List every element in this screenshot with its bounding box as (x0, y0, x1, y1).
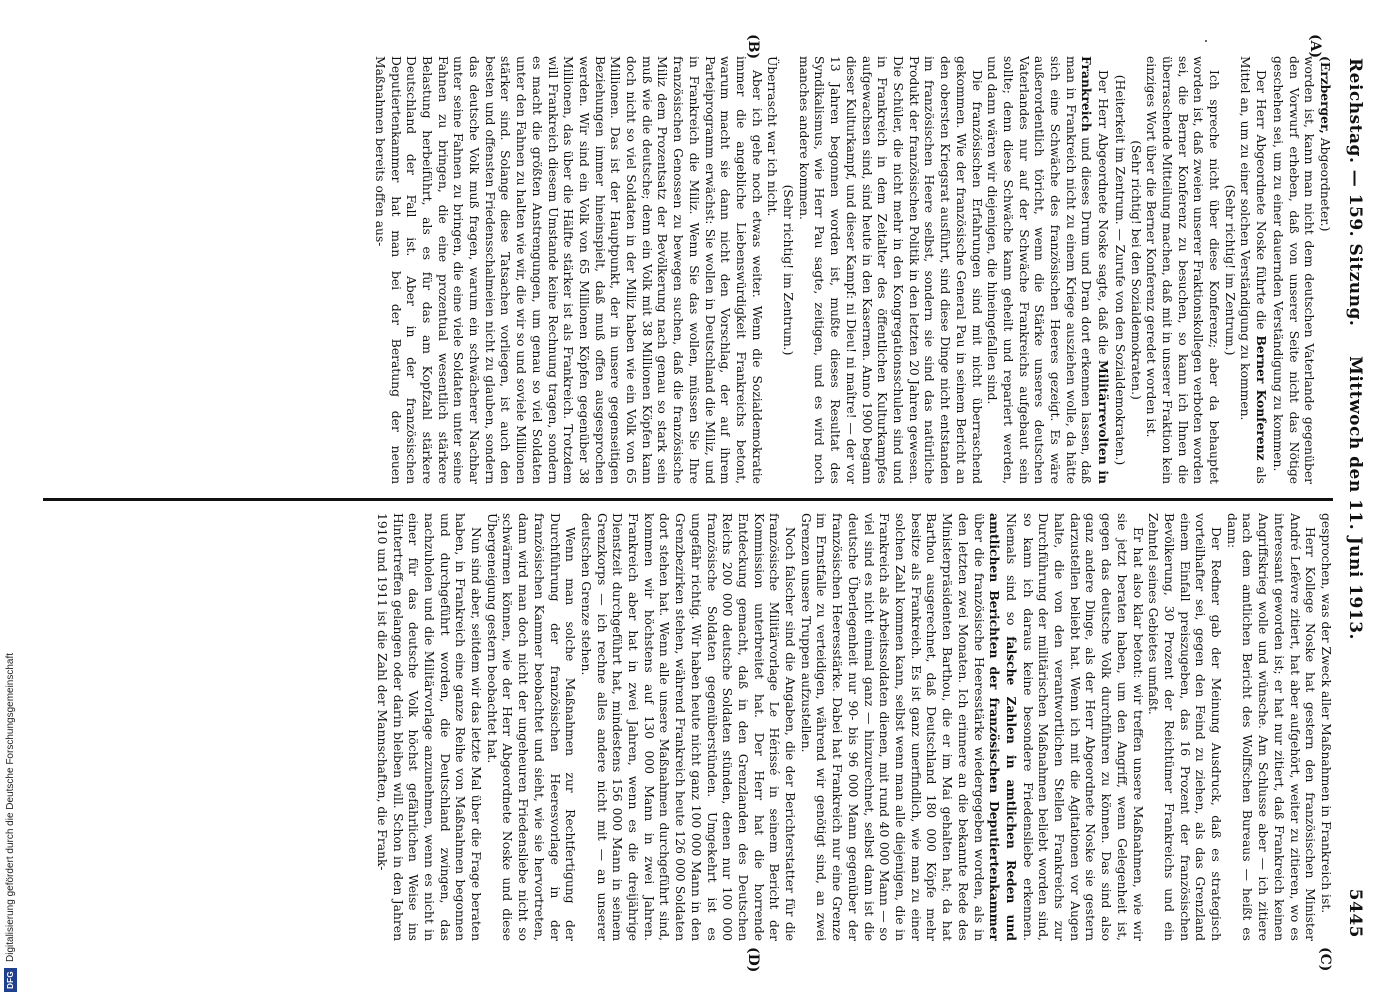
paragraph: Ich spreche nicht über diese Konferenz; aber da behauptet worden ist, daß zweien unserer Fraktionskollegen verboten worden sei, die Berner Konferenz zu besuchen, so kann ich Ihnen die überraschende Mitteilung machen, daß mit in unserer Fraktion kein einziges Wort über die Berner Konferenz geredet worden ist. (1144, 56, 1222, 484)
bold-term: falsche Zahlen in amtlichen Reden und amtlichen Berichten der französischen Deputiertenkammer (987, 513, 1019, 941)
dfg-attribution: Digitalisierung gefördert durch die Deutsche Forschungsgemeinschaft (4, 652, 16, 962)
left-column (58, 56, 1333, 484)
margin-mark-a: (A) (1307, 34, 1323, 59)
bold-term: Militärrevolten in Frankreich (1079, 56, 1112, 484)
bold-term: Berner Konferenz (1254, 335, 1270, 461)
dfg-footer-inner (2, 0, 18, 1000)
text-run: und dieses Drum und Dran dort erkennen lassen, daß man in Frankreich nicht zu einem Kriege ausziehen wolle, da hätte sich eine Schwäche des französischen Heeres gezeigt. Es wäre außerordentlich töricht, wenn die Stärke unseres deutschen Vaterlandes nur auf der Schwäche Frankreichs aufgebaut sein sollte; denn diese Schwäche kann geheilt und repariert werden, und dann wären wir diejenigen, die hineingefallen sind. (985, 56, 1094, 484)
text-run: Er hat also klar betont: wir treffen unsere Maßnahmen, wie wir sie jetzt beraten haben, um den Angriff, wenn Gelegenheit ist, gegen das deutsche Volk durchführen zu können. Das sind also ganz andere Dinge, als der Herr Abgeordnete Noske sie gestern darzustellen beliebt hat. Wenn ich mit die Agitationen vor Augen halte, die von den verantwortlichen Stellen Frankreichs zur Durchführung der militärischen Maßnahmen beliebt worden sind, so kann ich daraus keine besondere Friedensliebe erkennen. Niemals sind so (1003, 513, 1145, 941)
text-run: als Mittel an, um zu einer solchen Verständigung zu kommen. (1238, 56, 1269, 484)
text-run: Der Herr Abgeordnete Noske führte die (1254, 70, 1269, 330)
paragraph: Die französischen Erfahrungen sind mit nicht überraschend gekommen. Wie der französische General Pau in seinem Bericht an den obersten Kriegsrat ausführt, sind diese Dinge nicht entstanden im französischen Heere selbst, sondern sie sind das natürliche Produkt der französischen Politik in den letzten 20 Jahren gewesen. Die Schüler, die nicht mehr in den Kongregationsschulen sind und in Frankreich in dem Zeitalter des öffentlichen Kulturkampfes aufgewachsen sind, sind heute in den Kasernen. Anno 1900 begann dieser Kulturkampf, und dieser Kampf: ni Dieu! ni maître! — der vor 13 Jahren begonnen worden ist, mußte dieses Resultat des Syndikalismus, wie Herr Pau sagte, zeitigen, und es wird noch manches andere kommen. (796, 56, 984, 484)
running-head-date: Mittwoch den 11. Juni 1913. (1345, 356, 1365, 640)
text-run: Der Herr Abgeordnete Noske sagte, daß die (1096, 70, 1111, 355)
interjection: (Sehr richtig! im Zentrum.) (781, 184, 796, 356)
paragraph: Herr Kollege Noske hat gestern den französischen Minister André Lefèvre zitiert, hat aber aufgehört, weiter zu zitieren, wo es interessant geworden ist; er hat nur zitiert, daß Frankreich keinen Angriffskrieg wolle und wünsche. Am Schlusse aber — ich zitiere nach dem amtlichen Bericht des Wolffschen Bureaus — heißt es dann: (1224, 513, 1318, 941)
paragraph: Noch falscher sind die Angaben, die der Berichterstatter für die französische Militärvorlage Le Hérissé in seinem Bericht der Kommission unterbreitet hat. Der Herr hat die horrende Entdeckung gemacht, daß in den Grenzlanden des Deutschen Reichs 200 000 deutsche Soldaten stünden, denen nur 100 000 französische Soldaten gegenüberstünden. Umgekehrt ist es ungefähr richtig. Wir haben heute nicht ganz 100 000 Mann in den Grenzbezirken stehen, während Frankreich heute 126 000 Soldaten dort stehen hat. Wenn alle unsere Maßnahmen durchgeführt sind, kommen wir höchstens auf 130 000 Mann in zwei Jahren. Frankreich aber hat in zwei Jahren, wenn es die dreijährige Dienstzeit durchgeführt hat, mindestens 156 000 Mann in seinem Grenzkorps — ich rechne alles andere nicht mit — an unserer deutschen Grenze stehen. (578, 513, 798, 941)
paragraph: gesprochen, was der Zweck aller Maßnahmen in Frankreich ist. (1319, 513, 1333, 914)
paragraph: Wenn man solche Maßnahmen zur Rechtfertigung der Durchführung der französischen Heeresvorlage in der französischen Kammer beobachtet und sieht, wie sie hervortreten, dann wird man doch nicht der ungeheuren Friedensliebe nicht so schwärmen können, wie der Herr Abgeordnete Noske und diese Übergeneigung gestern beobachtet hat. (484, 513, 578, 941)
paragraph: Aber ich gehe noch etwas weiter. Wenn die Sozialdemokratie immer die angebliche Liebenswürdigkeit Frankreichs betont, warum macht sie dann nicht den Vorschlag, der auf ihrem Parteiprogramm erwächst: Sie wollen in Deutschland die Miliz, und in Frankreich die Miliz. Wenn Sie das wollen, müssen Sie Ihre französischen Genossen zu bewegen suchen, daß die französische Miliz dem Prozentsatz der Bevölkerung nach genau so stark sein muß wie die deutsche; denn ein Volk mit 38 Millionen Köpfen kann doch nicht so viel Soldaten in der Miliz haben wie ein Volk von 65 Millionen. Das ist der Hauptpunkt, der in unsere gegenseitigen Beziehungen immer hineinspielt, daß muß offen ausgesprochen werden. Wir sind ein Volk von 65 Millionen Köpfen gegenüber 38 Millionen, das über die Hälfte stärker ist als Frankreich. Trotzdem will Frankreich diesem Umstande keine Rechnung tragen, sondern es macht die größten Anstrengungen, um genau so viel Soldaten unter den Fahnen zu halten wie wir, die wir so und soviele Millionen stärker sind. Solange diese Tatsachen vorliegen, ist auch den besten und offensten Friedensschalmeien nicht zu glauben, sondern das deutsche Volk muß fragen, warum ein schwächerer Nachbar unter seine Fahnen zu bringen, die eine viele Soldaten unter seine Fahnen zu bringen, die eine prozentual wesentlich stärkere Belastung herbeiführt, als es für das am Kopfzahl stärkere Deutschland der Fall ist. Aber in der französischen Deputiertenkammer hat man bei der Beratung der neuen Maßnahmen bereits offen aus- (372, 56, 764, 484)
text-run: über die französische Heeresstärke wiedergegeben worden, als in den letzten zwei Monaten. Ich erinnere an die bekannte Rede des Ministerpräsidenten Barthou, die er im Mai gehalten hat; da hat Barthou ausgerechnet, daß Deutschland 180 000 Köpfe mehr besitze als Frankreich. Es ist ganz unerfindlich, wie man zu einer solchen Zahl kommen kann, selbst wenn man alle diejenigen, die in Frankreich als Arbeitssoldaten dienen, mit rund 40 000 Mann — so viel sind es nicht einmal ganz — hinzurechnet, selbst dann ist die deutsche Überlegenheit nur 90- bis 96 000 Mann gegenüber der französischen Heeresstärke. Dabei hat Frankreich nur eine Grenze im Ernstfalle zu verteidigen, während wir genötigt sind, an zwei Grenzen unsere Truppen aufzustellen. (798, 513, 986, 941)
paragraph: Nun sind aber, seitdem wir das letzte Mal über die Frage beraten haben, in Frankreich eine ganze Reihe von Maßnahmen begonnen und durchgeführt worden, die Deutschland zwingen, das nachzuholen und die Militärvorlage anzunehmen, wenn es nicht in einer für das deutsche Volk höchst gefährlichen Weise ins Hintertreffen gelangen oder darin bleiben will. Schon in den Jahren 1910 und 1911 ist die Zahl der Mannschaften, die Frank- (374, 513, 484, 941)
running-head (1343, 58, 1365, 938)
paragraph: Überrascht war ich nicht. (765, 56, 780, 217)
speaker-line (1316, 56, 1333, 484)
margin-dot (1205, 40, 1207, 42)
page-number: 5445 (1345, 888, 1365, 938)
paragraph: worden ist, kann man nicht dem deutschen Vaterlande gegenüber den Vorwurf erheben, daß von unserer Seite nicht das Nötige geschehen sei, um zu einer dauernden Verständigung zu kommen. (1270, 56, 1317, 484)
running-head-left: Reichstag. — 159. Sitzung. (1345, 58, 1365, 327)
paragraph (984, 56, 1112, 484)
dfg-logo: DFG (4, 968, 17, 992)
paragraph (1237, 56, 1269, 484)
margin-mark-d: (D) (745, 947, 761, 973)
speaker-name: (Erzberger, (1318, 56, 1333, 134)
speaker-role: Abgeordneter.) (1318, 137, 1332, 232)
quoted-paragraph: Der Redner gab der Meinung Ausdruck, daß es strategisch vorteilhafter sei, gegen den Feind zu ziehen, als das Grenzland einem Einfall preiszugeben, das 16 Prozent der französischen Bevölkerung, 30 Prozent der Reichtümer Frankreichs und ein Zehntel seines Gebietes umfaßt. (1146, 513, 1224, 941)
paragraph (797, 513, 1144, 941)
interjection: (Sehr richtig! im Zentrum.) (1222, 184, 1237, 356)
interjection: (Heiterkeit im Zentrum. — Zurufe von den Sozialdemokraten.) (1112, 74, 1127, 466)
dfg-footer (0, 0, 20, 1000)
interjection: (Sehr richtig! bei den Sozialdemokraten.) (1128, 140, 1143, 400)
margin-mark-c: (C) (1317, 947, 1333, 972)
right-column (58, 513, 1333, 941)
margin-mark-b: (B) (745, 34, 761, 60)
column-rule (43, 498, 1333, 501)
